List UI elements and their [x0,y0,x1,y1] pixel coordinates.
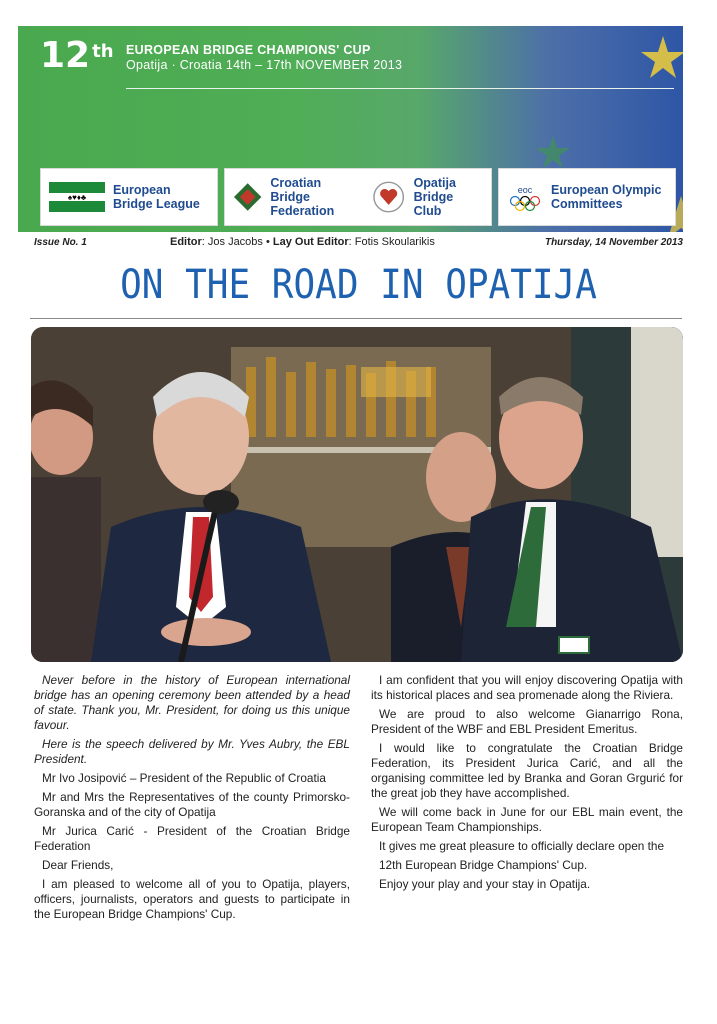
croatian-federation-label: Croatian Bridge Federation [270,176,335,218]
event-title: EUROPEAN BRIDGE CHAMPIONS' CUP [126,43,371,57]
salutation-friends: Dear Friends, [42,858,114,872]
issue-date: Thursday, 14 November 2013 [544,237,683,248]
croatia-opatija-logos [224,168,492,226]
page-headline: ON THE ROAD IN OPATIJA [120,262,597,308]
issue-number: Issue No. 1 [34,237,87,248]
ceremony-photo-illustration [31,327,683,662]
ceremony-photo [31,327,683,662]
headline-rule [30,318,682,319]
event-subtitle: Opatija · Croatia 14th – 17th NOVEMBER 2013 [126,58,403,72]
paragraph-event-name: 12th European Bridge Champions' Cup. [379,858,588,872]
eoc-label: European Olympic Committees [551,183,662,211]
salutation-representatives: Mr and Mrs the Representatives of the county Primorsko-Goranska and of the city of Opatija [34,790,350,819]
paragraph-discovering: I am confident that you will enjoy discovering Opatija with its historical places and sea promenade along the Riviera. [371,673,683,702]
ebl-flag-icon [49,182,105,212]
banner-divider [126,88,674,89]
olympic-rings-icon [507,182,543,212]
svg-text:eoc: eoc [517,185,533,195]
paragraph-june-event: We will come back in June for our EBL main event, the European Team Championships. [371,805,683,834]
opatija-club-label: Opatija Bridge Club [413,176,456,218]
article-column-right [371,673,683,896]
ebl-label: European Bridge League [113,183,200,211]
salutation-federation: Mr Jurica Carić - President of the Croatian Bridge Federation [34,824,350,853]
speech-intro: Here is the speech delivered by Mr. Yves Aubry, the EBL President. [34,737,350,766]
edition-number: 12 $^{th}$ [40,35,114,76]
article-column-left [34,673,350,926]
svg-text:♠♥♦♣: ♠♥♦♣ [67,193,87,202]
ebl-logo [40,168,218,226]
intro-paragraph: Never before in the history of European international bridge has an opening ceremony been attended by a head of state. Thank you, Mr. President, for doing us this unique favour. [34,673,350,732]
paragraph-welcome-rona: We are proud to also welcome Gianarrigo Rona, President of the WBF and EBL President Emeritus. [371,707,683,736]
welcome-paragraph: I am pleased to welcome all of you to Opatija, players, officers, journalists, operators and guests to participate in the European Bridge Champions' Cup. [34,877,350,921]
paragraph-closing: Enjoy your play and your stay in Opatija. [379,877,591,891]
eoc-logo [498,168,676,226]
header-banner [18,26,683,232]
paragraph-declare-open: It gives me great pleasure to officially declare open the [379,839,665,853]
croatian-federation-icon [233,182,262,212]
salutation-president: Mr Ivo Josipović – President of the Republic of Croatia [42,771,326,785]
opatija-club-icon [372,180,405,214]
paragraph-congratulations: I would like to congratulate the Croatian Bridge Federation, its President Jurica Carić, and all the organising committee led by Branka and Goran Grgurić for the great job they have accomplished. [371,741,683,800]
sponsor-logo-bar [40,168,676,228]
editors-credit: Editor: Jos Jacobs • Lay Out Editor: Fotis Skoularikis [170,236,435,248]
